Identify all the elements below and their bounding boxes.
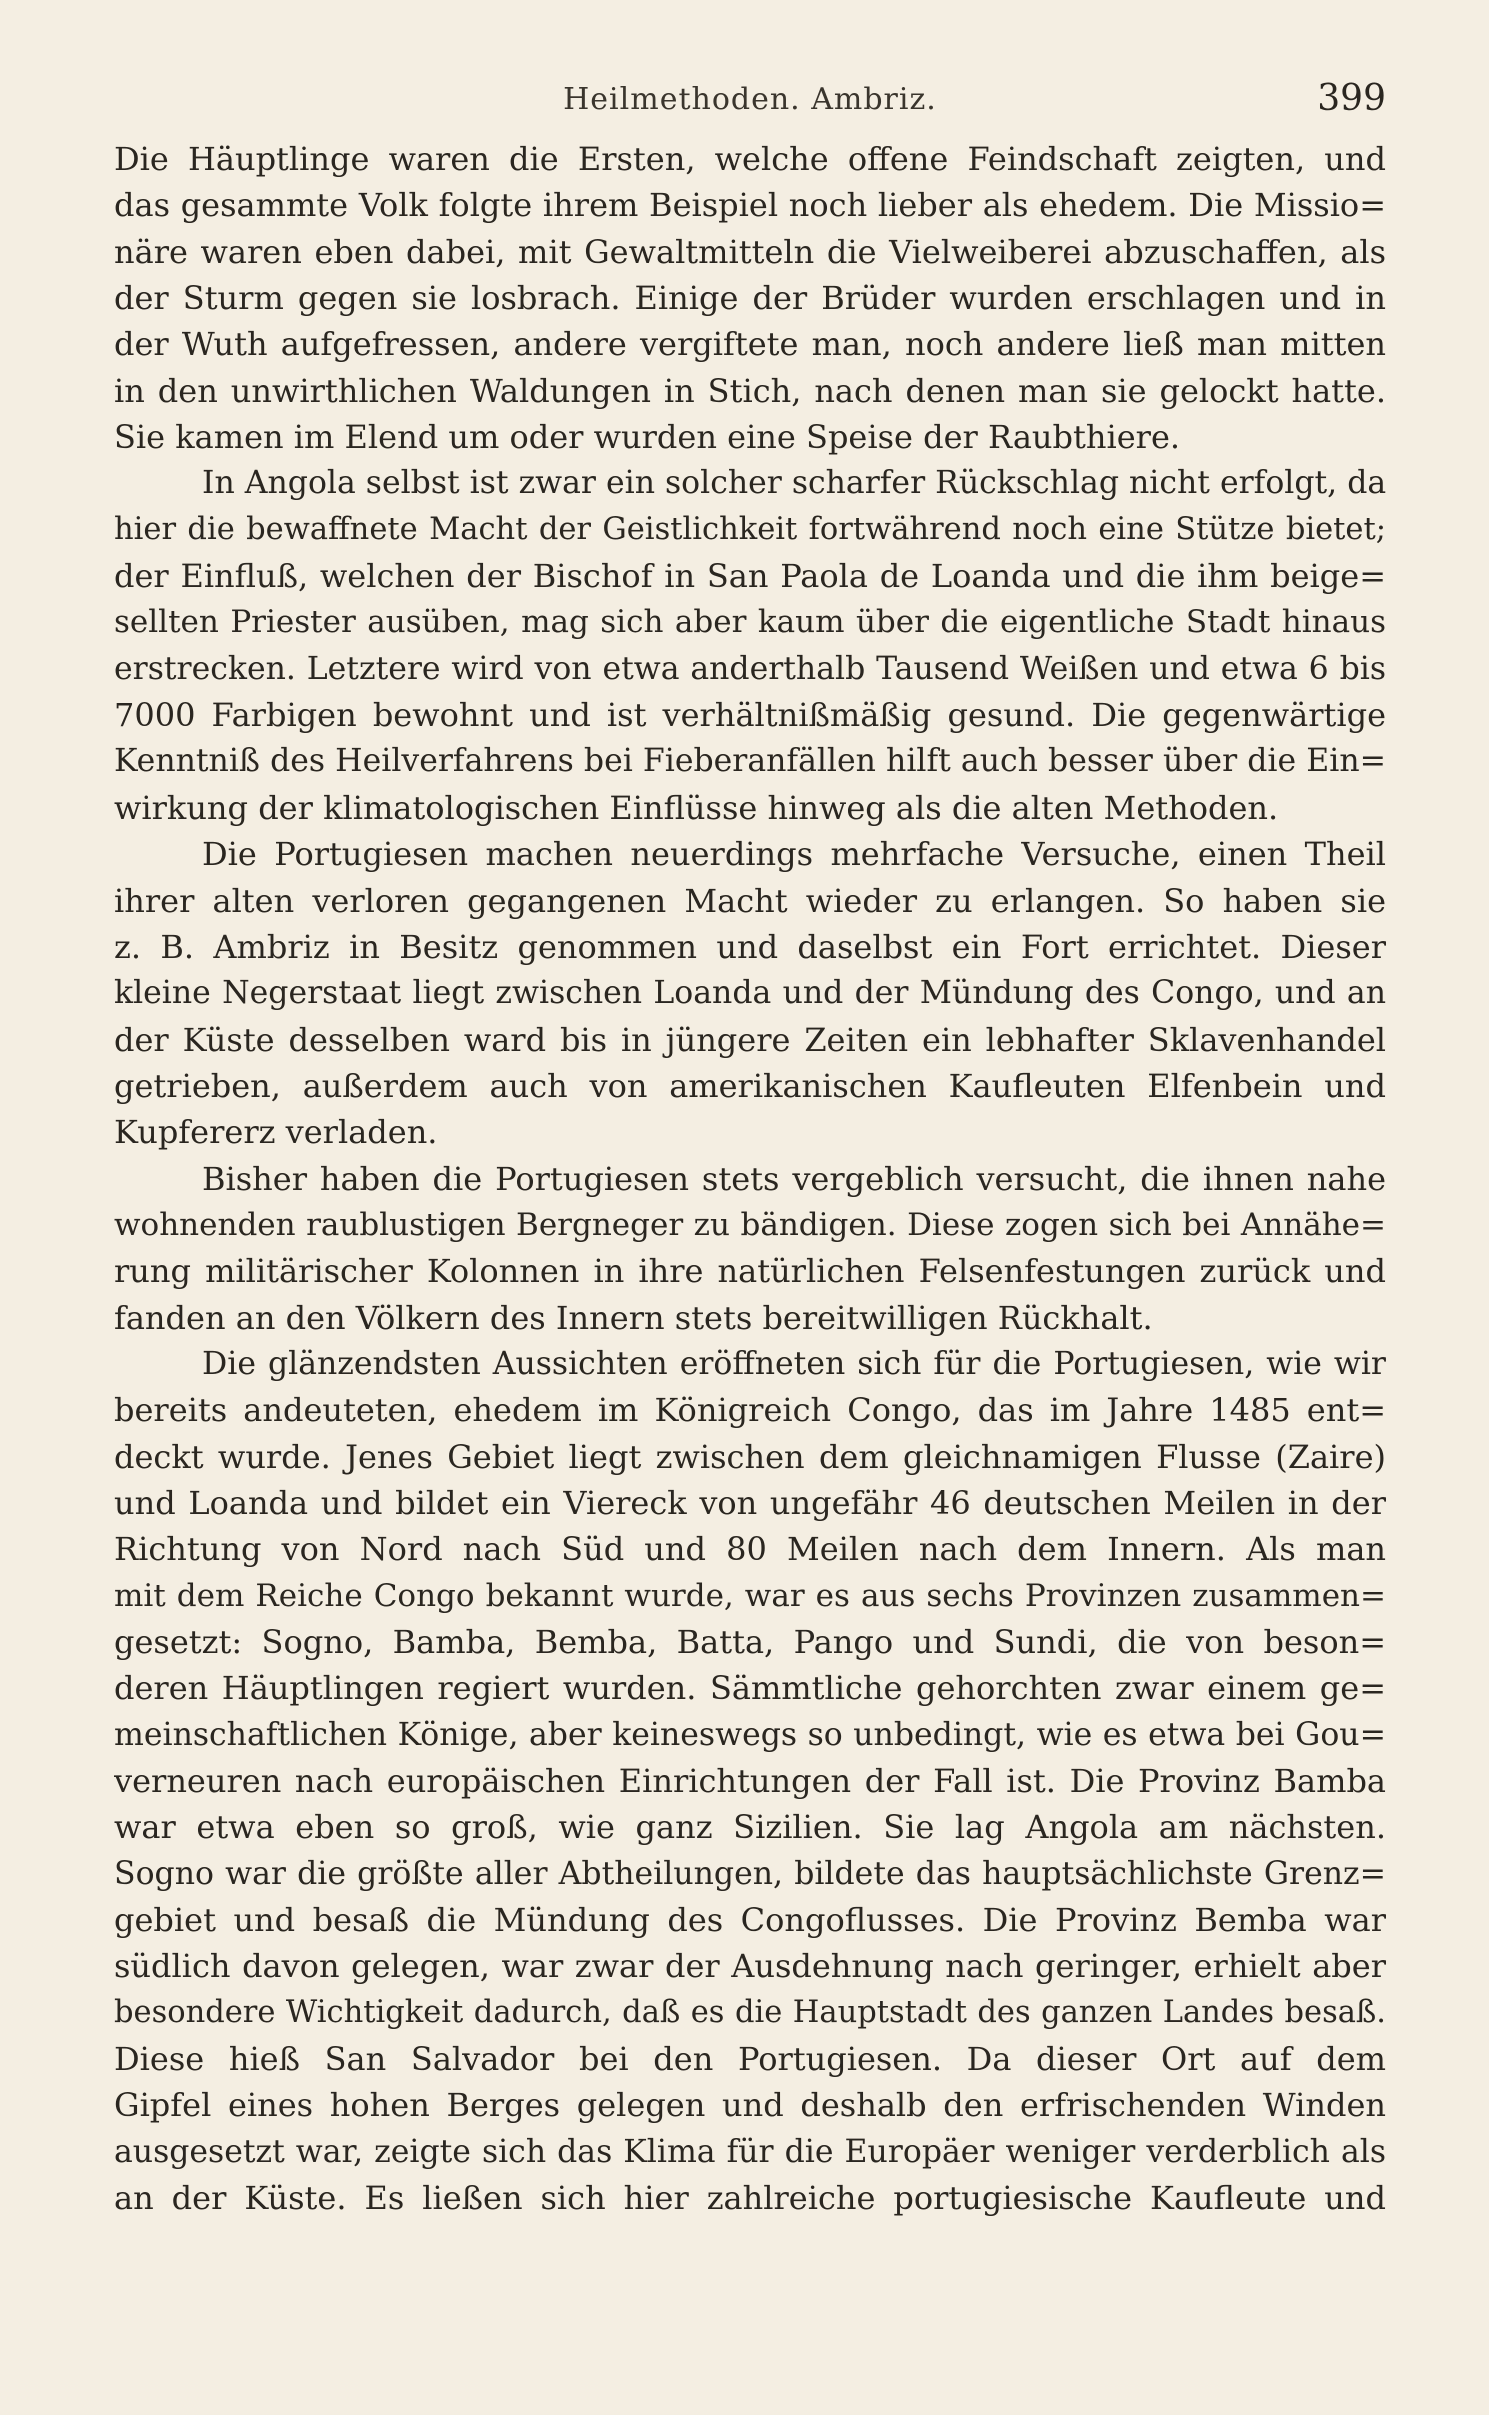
- text-line: war etwa eben so groß, wie ganz Sizilien. Sie lag Angola am nächsten.: [114, 1808, 1386, 1847]
- text-line: der Einfluß, welchen der Bischof in San Paola de Loanda und die ihm beige=: [114, 557, 1386, 596]
- text-line: besondere Wichtigkeit dadurch, daß es die Hauptstadt des ganzen Landes besaß.: [114, 1994, 1386, 2030]
- text-line: Kenntniß des Heilverfahrens bei Fieberanfällen hilft auch besser über die Ein=: [114, 743, 1386, 780]
- running-head: Heilmethoden. Ambriz.: [563, 82, 937, 117]
- text-line: gebiet und besaß die Mündung des Congoflusses. Die Provinz Bemba war: [114, 1901, 1386, 1940]
- text-line: mit dem Reiche Congo bekannt wurde, war es aus sechs Provinzen zusammen=: [114, 1577, 1386, 1614]
- text-line: südlich davon gelegen, war zwar der Ausdehnung nach geringer, erhielt aber: [114, 1947, 1386, 1986]
- page-header: [114, 78, 1386, 126]
- text-line: und Loanda und bildet ein Viereck von ungefähr 46 deutschen Meilen in der: [114, 1483, 1386, 1522]
- text-line: das gesammte Volk folgte ihrem Beispiel noch lieber als ehedem. Die Missio=: [114, 186, 1386, 225]
- text-line: deckt wurde. Jenes Gebiet liegt zwischen dem gleichnamigen Flusse (Zaire): [114, 1437, 1386, 1476]
- text-line: an der Küste. Es ließen sich hier zahlreiche portugiesische Kaufleute und: [114, 2179, 1386, 2218]
- text-line: verneuren nach europäischen Einrichtungen der Fall ist. Die Provinz Bamba: [114, 1762, 1386, 1801]
- text-line: erstrecken. Letztere wird von etwa anderthalb Tausend Weißen und etwa 6 bis: [114, 650, 1386, 687]
- text-line: der Küste desselben ward bis in jüngere Zeiten ein lebhafter Sklavenhandel: [114, 1020, 1386, 1059]
- text-line: bereits andeuteten, ehedem im Königreich Congo, das im Jahre 1485 ent=: [114, 1391, 1386, 1430]
- text-line: Bisher haben die Portugiesen stets vergeblich versucht, die ihnen nahe: [202, 1159, 1386, 1198]
- text-line: wohnenden raublustigen Bergneger zu bändigen. Diese zogen sich bei Annähe=: [114, 1206, 1386, 1243]
- text-line: Diese hieß San Salvador bei den Portugiesen. Da dieser Ort auf dem: [114, 2040, 1386, 2079]
- text-line: Richtung von Nord nach Süd und 80 Meilen nach dem Innern. Als man: [114, 1530, 1386, 1569]
- text-line: der Wuth aufgefressen, andere vergiftete man, noch andere ließ man mitten: [114, 325, 1386, 364]
- text-line: rung militärischer Kolonnen in ihre natürlichen Felsenfestungen zurück und: [114, 1252, 1386, 1291]
- body-text: [114, 136, 1386, 2221]
- text-line: Gipfel eines hohen Berges gelegen und deshalb den erfrischenden Winden: [114, 2086, 1386, 2125]
- text-line: hier die bewaffnete Macht der Geistlichkeit fortwährend noch eine Stütze bietet;: [114, 511, 1386, 547]
- text-line: 7000 Farbigen bewohnt und ist verhältnißmäßig gesund. Die gegenwärtige: [114, 696, 1386, 735]
- page-number: 399: [1317, 78, 1386, 119]
- text-line: In Angola selbst ist zwar ein solcher scharfer Rückschlag nicht erfolgt, da: [202, 465, 1386, 502]
- text-line: kleine Negerstaat liegt zwischen Loanda und der Mündung des Congo, und an: [114, 975, 1386, 1012]
- text-line: Sogno war die größte aller Abtheilungen, bildete das hauptsächlichste Grenz=: [114, 1855, 1386, 1892]
- text-line: wirkung der klimatologischen Einflüsse hinweg als die alten Methoden.: [114, 788, 1279, 827]
- text-line: deren Häuptlingen regiert wurden. Sämmtliche gehorchten zwar einem ge=: [114, 1669, 1386, 1708]
- text-line: Die Portugiesen machen neuerdings mehrfache Versuche, einen Theil: [202, 835, 1386, 874]
- text-line: gesetzt: Sogno, Bamba, Bemba, Batta, Pango und Sundi, die von beson=: [114, 1623, 1386, 1661]
- text-line: ausgesetzt war, zeigte sich das Klima für die Europäer weniger verderblich als: [114, 2133, 1386, 2170]
- text-line: der Sturm gegen sie losbrach. Einige der Brüder wurden erschlagen und in: [114, 279, 1386, 318]
- text-line: näre waren eben dabei, mit Gewaltmitteln die Vielweiberei abzuschaffen, als: [114, 232, 1386, 271]
- text-line: Die glänzendsten Aussichten eröffneten sich für die Portugiesen, wie wir: [202, 1345, 1386, 1382]
- text-line: Sie kamen im Elend um oder wurden eine Speise der Raubthiere.: [114, 418, 1181, 457]
- text-line: sellten Priester ausüben, mag sich aber kaum über die eigentliche Stadt hinaus: [114, 604, 1386, 641]
- text-line: Die Häuptlinge waren die Ersten, welche offene Feindschaft zeigten, und: [114, 140, 1386, 178]
- text-line: getrieben, außerdem auch von amerikanischen Kaufleuten Elfenbein und: [114, 1066, 1386, 1105]
- text-line: meinschaftlichen Könige, aber keineswegs so unbedingt, wie es etwa bei Gou=: [114, 1716, 1386, 1753]
- text-line: ihrer alten verloren gegangenen Macht wieder zu erlangen. So haben sie: [114, 881, 1386, 920]
- text-line: in den unwirthlichen Waldungen in Stich, nach denen man sie gelockt hatte.: [114, 371, 1386, 410]
- text-line: fanden an den Völkern des Innern stets bereitwilligen Rückhalt.: [114, 1298, 1153, 1337]
- text-line: Kupfererz verladen.: [114, 1113, 438, 1152]
- text-line: z. B. Ambriz in Besitz genommen und daselbst ein Fort errichtet. Dieser: [114, 927, 1386, 966]
